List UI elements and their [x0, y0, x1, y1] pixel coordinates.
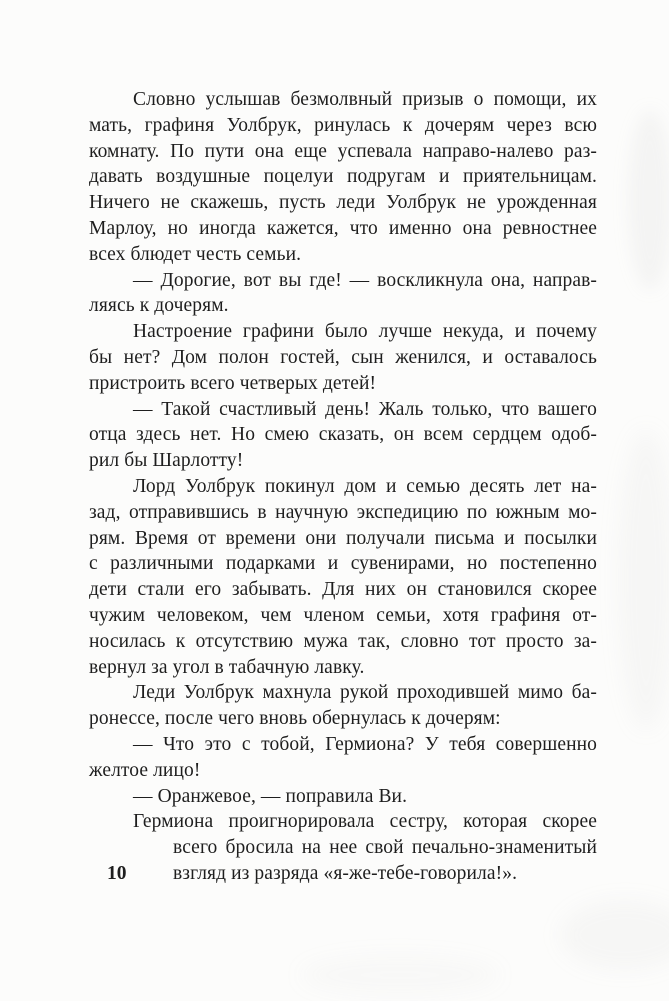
paragraph: [89, 319, 597, 396]
text-line: бы нет? Дом полон гостей, сын женился, и оставалось: [89, 346, 597, 368]
text-line: отца здесь нет. Но смею сказать, он всем сердцем одоб-: [89, 424, 597, 446]
text-line: Ничего не скажешь, пусть леди Уолбрук не урожденная: [89, 192, 597, 214]
text-line: всех блюдет честь семьи.: [89, 243, 302, 265]
text-line: пристроить всего четверых детей!: [89, 372, 377, 394]
text-line: — Что это с тобой, Гермиона? У тебя совершенно: [133, 733, 597, 755]
scan-noise: [300, 955, 500, 995]
text-line: взгляд из разряда «я-же-тебе-говорила!».: [173, 862, 518, 884]
text-line: Настроение графини было лучше некуда, и почему: [133, 321, 597, 343]
paragraph: [89, 474, 597, 680]
paragraph: [89, 784, 597, 810]
scan-noise: [628, 110, 669, 290]
text-line: зад, отправившись в научную экспедицию по южным мо-: [89, 501, 597, 523]
text-line: рил бы Шарлотту!: [89, 450, 244, 472]
text-line: — Дорогие, вот вы где! — воскликнула она, направ-: [133, 269, 597, 291]
text-block: [89, 87, 597, 887]
paragraph: [89, 397, 597, 474]
page-number: 10: [107, 863, 127, 884]
text-line: комнату. По пути она еще успевала направо-налево раз-: [89, 140, 597, 162]
text-line: всего бросила на нее свой печально-знаменитый: [173, 837, 597, 859]
text-line: ляясь к дочерям.: [89, 295, 229, 317]
text-line: с различными подарками и сувенирами, но постепенно: [89, 553, 597, 575]
text-line: носилась к отсутствию мужа так, словно тот просто за-: [89, 630, 597, 652]
scan-noise: [560, 900, 669, 970]
paragraph: [89, 268, 597, 320]
scan-noise: [618, 430, 669, 730]
text-line: рям. Время от времени они получали письма и посылки: [89, 527, 597, 549]
text-line: Лорд Уолбрук покинул дом и семью десять лет на-: [133, 475, 597, 497]
text-line: чужим человеком, чем членом семьи, хотя графиня от-: [89, 604, 597, 626]
paragraph: [89, 732, 597, 784]
text-line: — Оранжевое, — поправила Ви.: [133, 785, 408, 807]
text-line: мать, графиня Уолбрук, ринулась к дочерям через всю: [89, 114, 597, 136]
text-line: ронессе, после чего вновь обернулась к дочерям:: [89, 708, 501, 730]
text-line: Леди Уолбрук махнула рукой проходившей мимо ба-: [133, 682, 597, 704]
text-line: дети стали его забывать. Для них он становился скорее: [89, 579, 597, 601]
paragraph: [89, 680, 597, 732]
text-line: вернул за угол в табачную лавку.: [89, 656, 365, 678]
text-line: — Такой счастливый день! Жаль только, что вашего: [133, 398, 597, 420]
text-line: Марлоу, но иногда кажется, что именно она ревностнее: [89, 217, 597, 239]
text-line: желтое лицо!: [89, 759, 201, 781]
paragraph: [89, 809, 597, 886]
text-line: давать воздушные поцелуи подругам и приятельницам.: [89, 166, 597, 188]
text-line: Гермиона проигнорировала сестру, которая скорее: [133, 811, 597, 833]
paragraph: [89, 87, 597, 268]
text-line: Словно услышав безмолвный призыв о помощи, их: [133, 89, 597, 110]
